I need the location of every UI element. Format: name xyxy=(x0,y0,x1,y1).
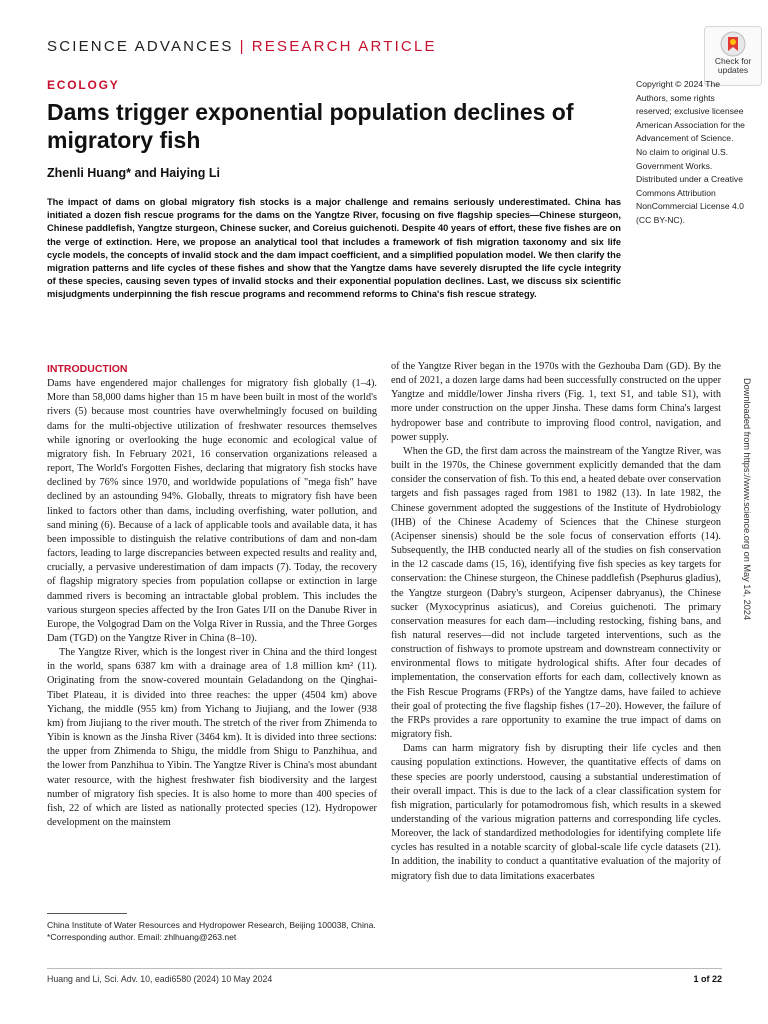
introduction-heading: INTRODUCTION xyxy=(47,363,128,375)
header-separator: | xyxy=(239,38,246,55)
journal-header xyxy=(47,38,437,55)
paragraph: The Yangtze River, which is the longest river in China and the third longest in the world, spans 6387 km with a drainage area of 1.8 million km² (11). Originating from the snow-covered mountain Geladandong on the Qinghai-Tibet Plateau, it is divided into three reaches: the upper (4504 km) above Yichang, the middle (955 km) from Yichang to Jiujiang, and the lower (938 km) from Jiujiang to the river mouth. The stretch of the river from Zhimenda to Yibin is known as the Jinsha River (3464 km). It is divided into three sections: the upper from Zhimenda to Shigu, the middle from Shigu to Panzhihua, and the lower from Panzhihua to Yibin. The Yangtze River is China's most abundant water resource, with the highest freshwater fish biodiversity and the largest number of migratory fish species. It is also home to more than 400 species of fish, 22 of which are listed as nationally protected species (12). Hydropower development on the mainstem xyxy=(47,647,377,828)
check-updates-icon xyxy=(720,31,746,57)
article-type: RESEARCH ARTICLE xyxy=(251,38,437,55)
copyright-notice: Copyright © 2024 The Authors, some rights reserved; exclusive licensee American Association for the Advancement of Science. No claim to original U.S. Government Works. Distributed under a Creative Commons Attribution NonCommercial License 4.0 (CC BY-NC). xyxy=(636,79,745,225)
download-note: Downloaded from https://www.science.org on May 14, 2024 xyxy=(742,378,752,621)
paragraph: Dams have engendered major challenges for migratory fish globally (1–4). More than 58,000 dams higher than 15 m have been built in most of the world's rivers (5) because most countries have overwhelmingly focused on building dams for the multi-objective utilization of freshwater resources themselves while ignoring or overlooking the huge economic and ecological value of migratory fish. In February 2021, 16 conservation organizations released a report, The World's Forgotten Fishes, declaring that migratory fish stocks have declined by 76% since 1970, and worldwide populations of "mega fish" have declined by an astounding 94%. Globally, threats to migratory fish have been linked to factors other than dams, including overfishing, water pollution, and sand mining (6). Because of a lack of applicable tools and available data, it has been impossible to distinguish the relative contributions of dam and non-dam factors, leading to large discrepancies between expected results and reality and, crucially, a pervasive underestimation of dam impacts (7). Today, the recovery of flagship migratory species from population collapse or extinction in large dammed rivers is becoming an intractable global problem. This includes the various sturgeon species affected by the Iron Gates I/II on the Danube River in Europe, the Volgograd Dam on the Volga River in Russia, and the Three Gorges Dam (TGD) on the Yangtze River in China (8–10). xyxy=(47,378,377,644)
left-column xyxy=(47,362,377,830)
footnote-divider xyxy=(47,913,127,914)
paragraph: Dams can harm migratory fish by disrupting their life cycles and then causing population extinctions. However, the quantitative effects of dams on these species are poorly understood, causing a substantial underestimation of their overall impact. This is due to the lack of a clear classification system for fish migration, particularly for potamodromous fish, which results in a skewed understanding of the various migration patterns and corresponding life cycles. Moreover, the lack of standardized methodologies for identifying complete life cycles has resulted in a notable scarcity of global-scale life cycle datasets (21). In addition, the inability to conduct a quantitative evaluation of the majority of migratory fish due to data limitations exacerbates xyxy=(391,743,721,882)
paragraph: of the Yangtze River began in the 1970s with the Gezhouba Dam (GD). By the end of 2021, a dozen large dams had been successfully constructed on the upper Yangtze and middle/lower Jinsha rivers (Fig. 1, text S1, and table S1), with more under construction on the upper Jinsha. These dams form China's largest hydropower base and contribute to improving flood control, navigation, and power supply. xyxy=(391,361,721,443)
footnotes xyxy=(47,919,377,943)
check-for-updates-badge[interactable] xyxy=(704,26,762,86)
citation-footer: Huang and Li, Sci. Adv. 10, eadi6580 (2024) 10 May 2024 xyxy=(47,974,273,984)
corresponding-author: *Corresponding author. Email: zhlhuang@263.net xyxy=(47,932,237,943)
abstract: The impact of dams on global migratory fish stocks is a major challenge and remains seriously underestimated. China has initiated a dozen fish rescue programs for the dams on the Yangtze River, focusing on five flagship species—Chinese sturgeon, Chinese paddlefish, Yangtze sturgeon, Chinese sucker, and Coreius guichenoti. Despite 40 years of effort, these five fishes are on the verge of extinction. Here, we propose an analytical tool that includes a framework of fish migration taxonomy and six life cycle models, the concepts of invalid stock and the dam impact coefficient, and a simplified population model. We then clarify the migration patterns and life cycles of these fishes and show that the Yangtze dams have severely disrupted the life cycle integrity of these species, causing seven types of invalid stocks and their exponential population declines. Last, we discuss six scientific misjudgments underpinning the fish rescue programs and recommend reforms to China's fish rescue strategy. xyxy=(47,197,621,300)
affiliation: China Institute of Water Resources and Hydropower Research, Beijing 100038, China. xyxy=(47,920,376,930)
journal-name: SCIENCE ADVANCES xyxy=(47,38,234,55)
badge-text-1: Check for xyxy=(714,56,752,66)
author-list[interactable]: Zhenli Huang* and Haiying Li xyxy=(47,166,220,180)
right-column xyxy=(391,360,721,884)
paragraph: When the GD, the first dam across the mainstream of the Yangtze River, was built in the 1970s, the Chinese government explicitly demanded that the dam consider the conservation of fish. To this end, a heated debate over conservation targets and fish passages raged from 1981 to 1982 (13). In late 1982, the Chinese government adopted the suggestions of the Institute of Hydrobiology (IHB) of the Chinese Academy of Sciences that the Chinese sturgeon (Acipenser sinensis) should be the sole focus of conservation efforts (14). Subsequently, the IHB conducted nearly all of the studies on fish conservation in the 12 cascade dams (15, 16), identifying five fish species as key targets for conservation: the Chinese sturgeon, the Chinese paddlefish (Psephurus gladius), the Yangtze sturgeon (Dabry's sturgeon, Acipenser dabryanus), the Chinese sucker (Myxocyprinus asiaticus), and Coreius guichenoti. The primary conservation measures for each dam—including restocking, fishing bans, and fish natural reserves—did not include targeted interventions, such as the construction of fishways to promote upstream and downstream connectivity or environmental flows to mitigate hydrological shifts. After four decades of implementation, the conservation efforts for each dam, collectively known as the Fish Rescue Programs (FRPs) of the Yangtze dams, have failed to achieve their goal of protecting the five flagship fishes (17–20). However, the failure of the FRPs provides a rare opportunity to examine the true impact of dams on migratory fish. xyxy=(391,445,721,741)
footer-divider xyxy=(47,968,722,969)
page-number: 1 of 22 xyxy=(693,974,722,984)
section-label: ECOLOGY xyxy=(47,78,120,92)
article-title: Dams trigger exponential population declines of migratory fish xyxy=(47,99,574,153)
badge-text-2: updates xyxy=(717,65,749,75)
